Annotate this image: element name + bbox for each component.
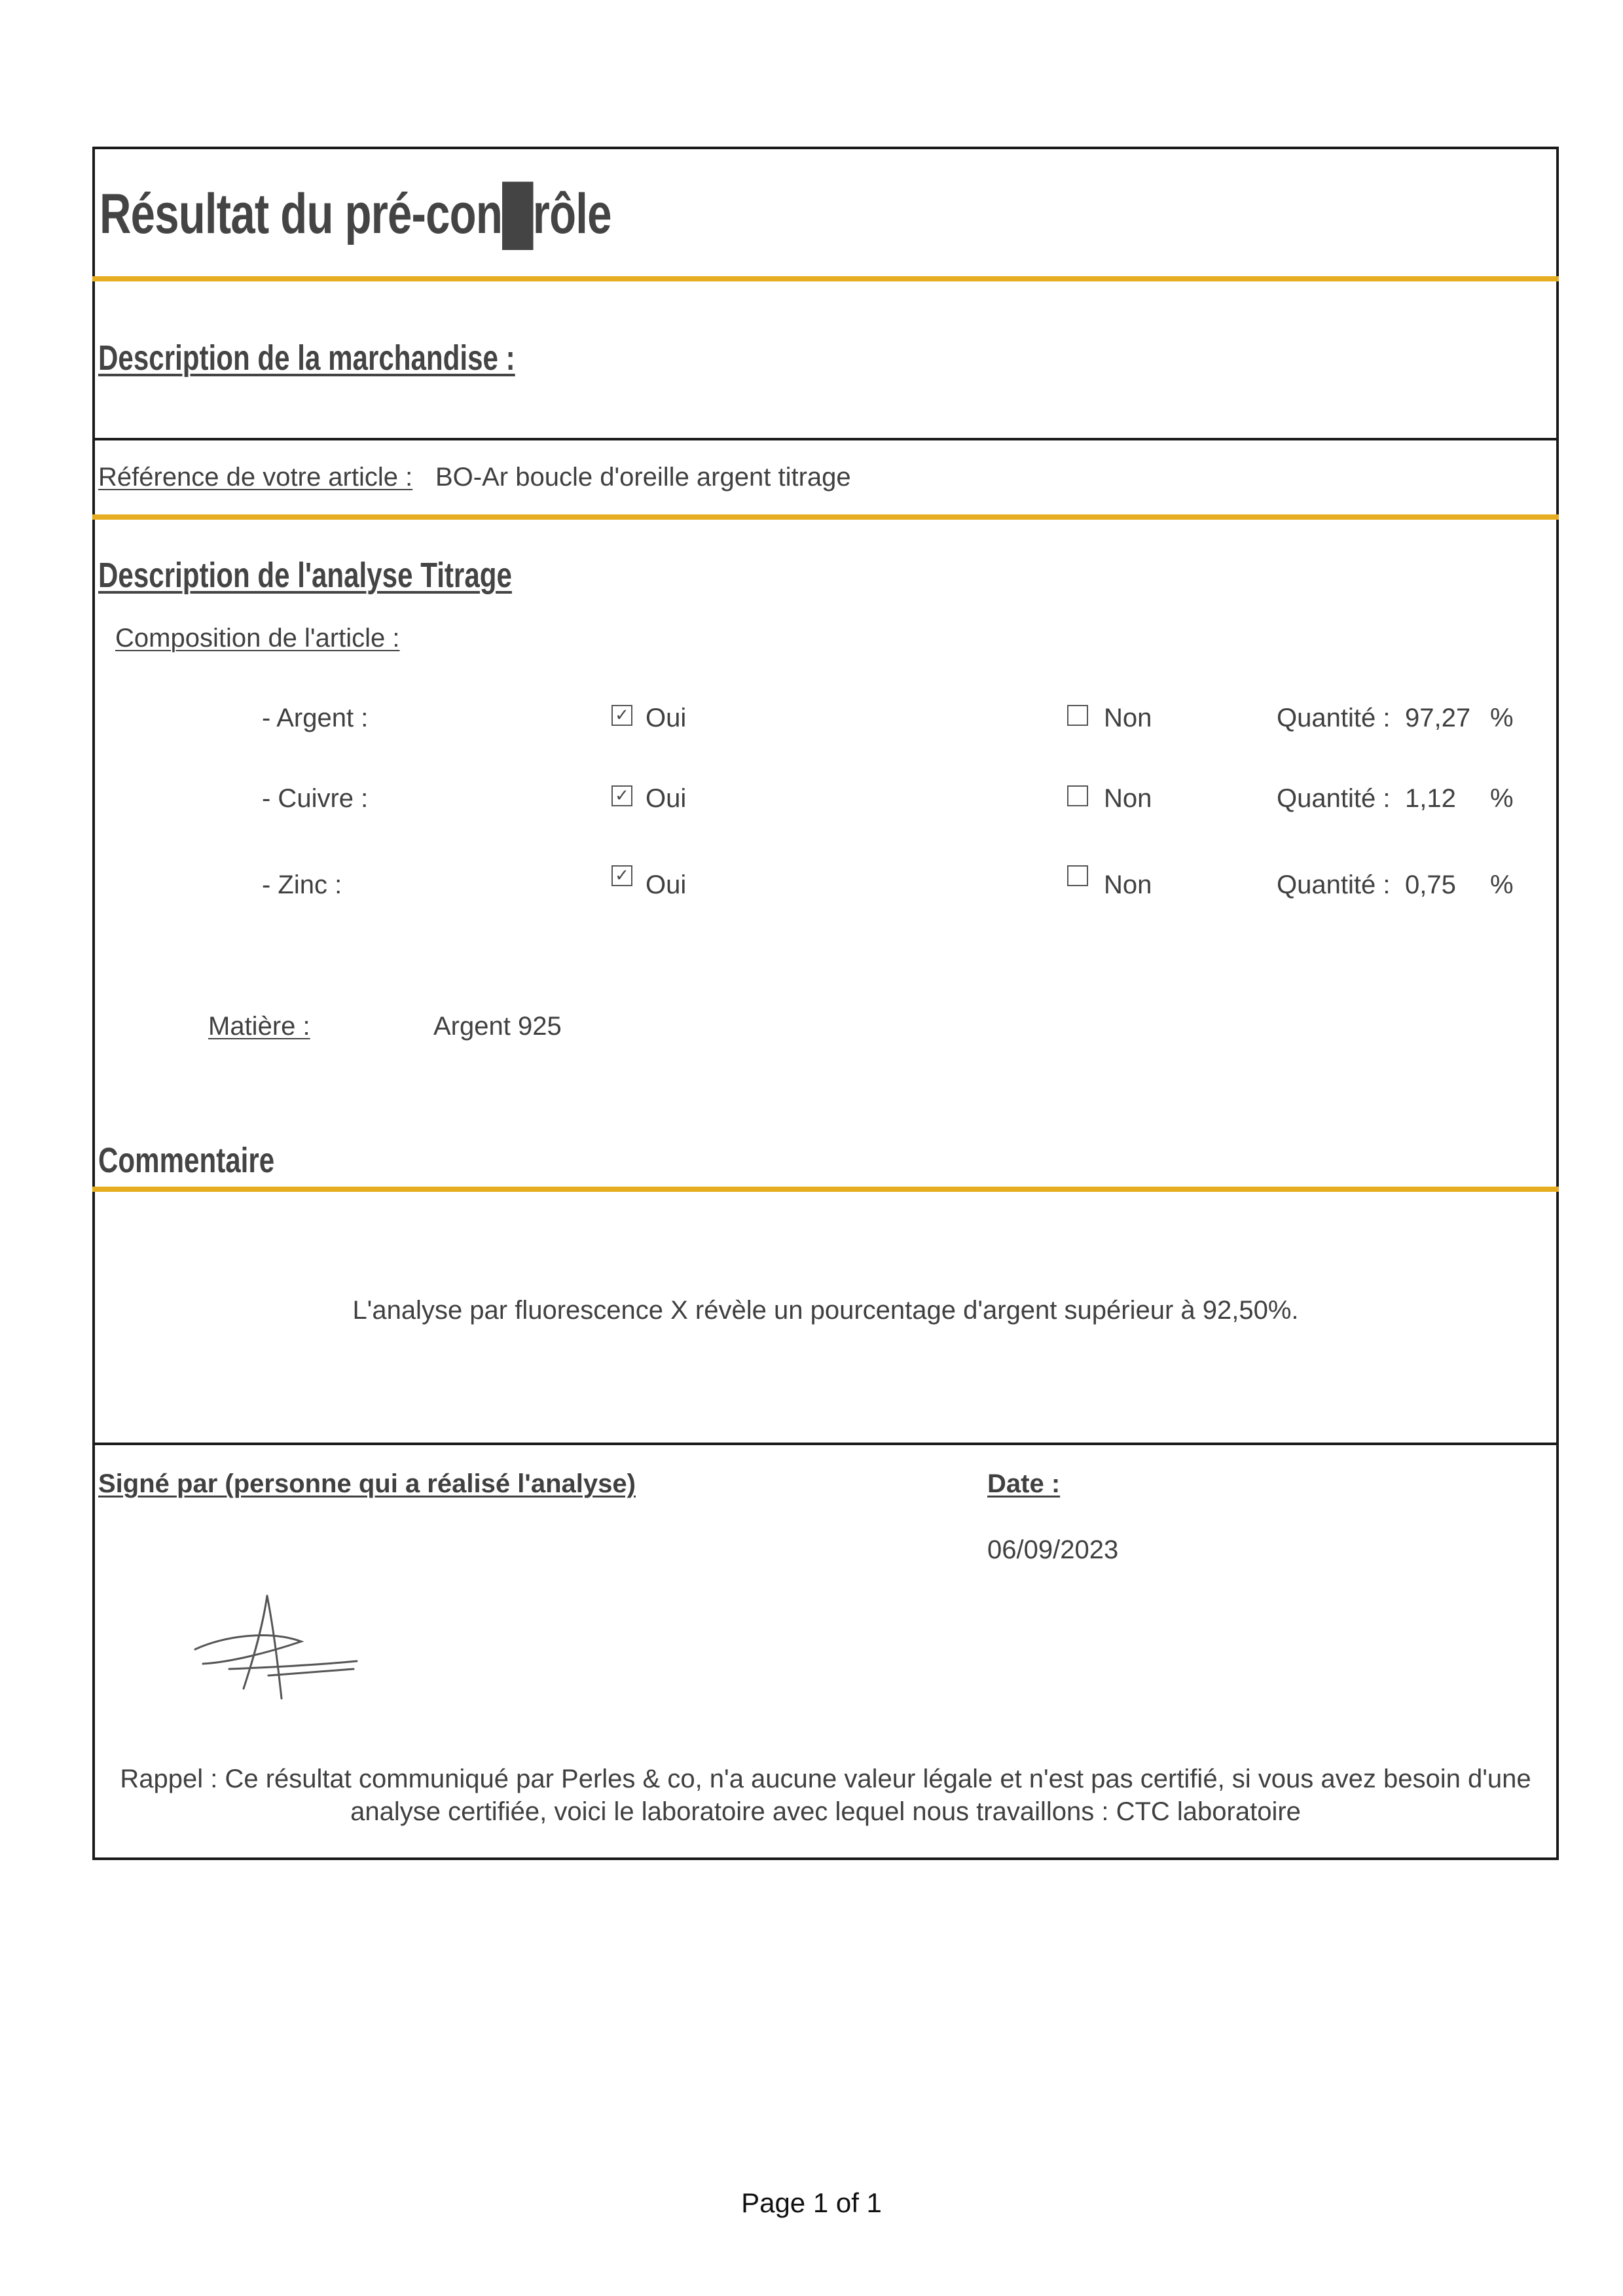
date-value: 06/09/2023	[987, 1535, 1119, 1564]
quantity-unit: %	[1490, 704, 1514, 732]
composition-label: Composition de l'article :	[115, 624, 400, 653]
reminder-line-1: Rappel : Ce résultat communiqué par Perles & co, n'a aucune valeur légale et n'est pas certifié, si vous avez besoin d'une	[120, 1765, 1531, 1793]
quantity-value: 1,12	[1405, 784, 1456, 813]
oui-checkbox[interactable]: ✓	[611, 785, 632, 806]
oui-label: Oui	[646, 870, 687, 899]
title-divider	[92, 276, 1559, 281]
analysis-heading: Description de l'analyse Titrage	[98, 556, 512, 595]
quantity-label: Quantité :	[1277, 784, 1391, 813]
oui-label: Oui	[646, 704, 687, 732]
signature-image	[190, 1590, 367, 1708]
comment-divider	[92, 1187, 1559, 1192]
signed-by-label: Signé par (personne qui a réalisé l'analyse)	[98, 1469, 636, 1498]
reference-divider	[92, 514, 1559, 520]
quantity-value: 0,75	[1405, 870, 1456, 899]
oui-label: Oui	[646, 784, 687, 813]
merchandise-heading: Description de la marchandise :	[98, 338, 515, 378]
non-label: Non	[1104, 870, 1152, 899]
matiere-value: Argent 925	[433, 1012, 562, 1041]
element-label: - Cuivre :	[262, 784, 369, 813]
non-checkbox[interactable]	[1067, 705, 1088, 726]
reference-label: Référence de votre article :	[98, 463, 413, 492]
matiere-label: Matière :	[208, 1012, 310, 1041]
comment-heading: Commentaire	[98, 1141, 275, 1180]
quantity-label: Quantité :	[1277, 870, 1391, 899]
page-footer: Page 1 of 1	[741, 2187, 882, 2218]
non-label: Non	[1104, 784, 1152, 813]
reminder-line-2: analyse certifiée, voici le laboratoire avec lequel nous travaillons : CTC laboratoire	[350, 1797, 1301, 1826]
quantity-label: Quantité :	[1277, 704, 1391, 732]
oui-checkbox[interactable]: ✓	[611, 865, 632, 886]
quantity-unit: %	[1490, 784, 1514, 813]
element-label: - Zinc :	[262, 870, 342, 899]
element-label: - Argent :	[262, 704, 369, 732]
signature-divider	[92, 1443, 1559, 1445]
date-label: Date :	[987, 1469, 1061, 1498]
non-checkbox[interactable]	[1067, 865, 1088, 886]
quantity-value: 97,27	[1405, 704, 1471, 732]
reference-value: BO-Ar boucle d'oreille argent titrage	[435, 463, 851, 492]
oui-checkbox[interactable]: ✓	[611, 705, 632, 726]
page-title: Résultat du pré-con█rôle	[100, 183, 611, 245]
comment-text: L'analyse par fluorescence X révèle un pourcentage d'argent supérieur à 92,50%.	[352, 1296, 1299, 1325]
non-label: Non	[1104, 704, 1152, 732]
non-checkbox[interactable]	[1067, 785, 1088, 806]
merchandise-divider	[92, 438, 1559, 440]
quantity-unit: %	[1490, 870, 1514, 899]
